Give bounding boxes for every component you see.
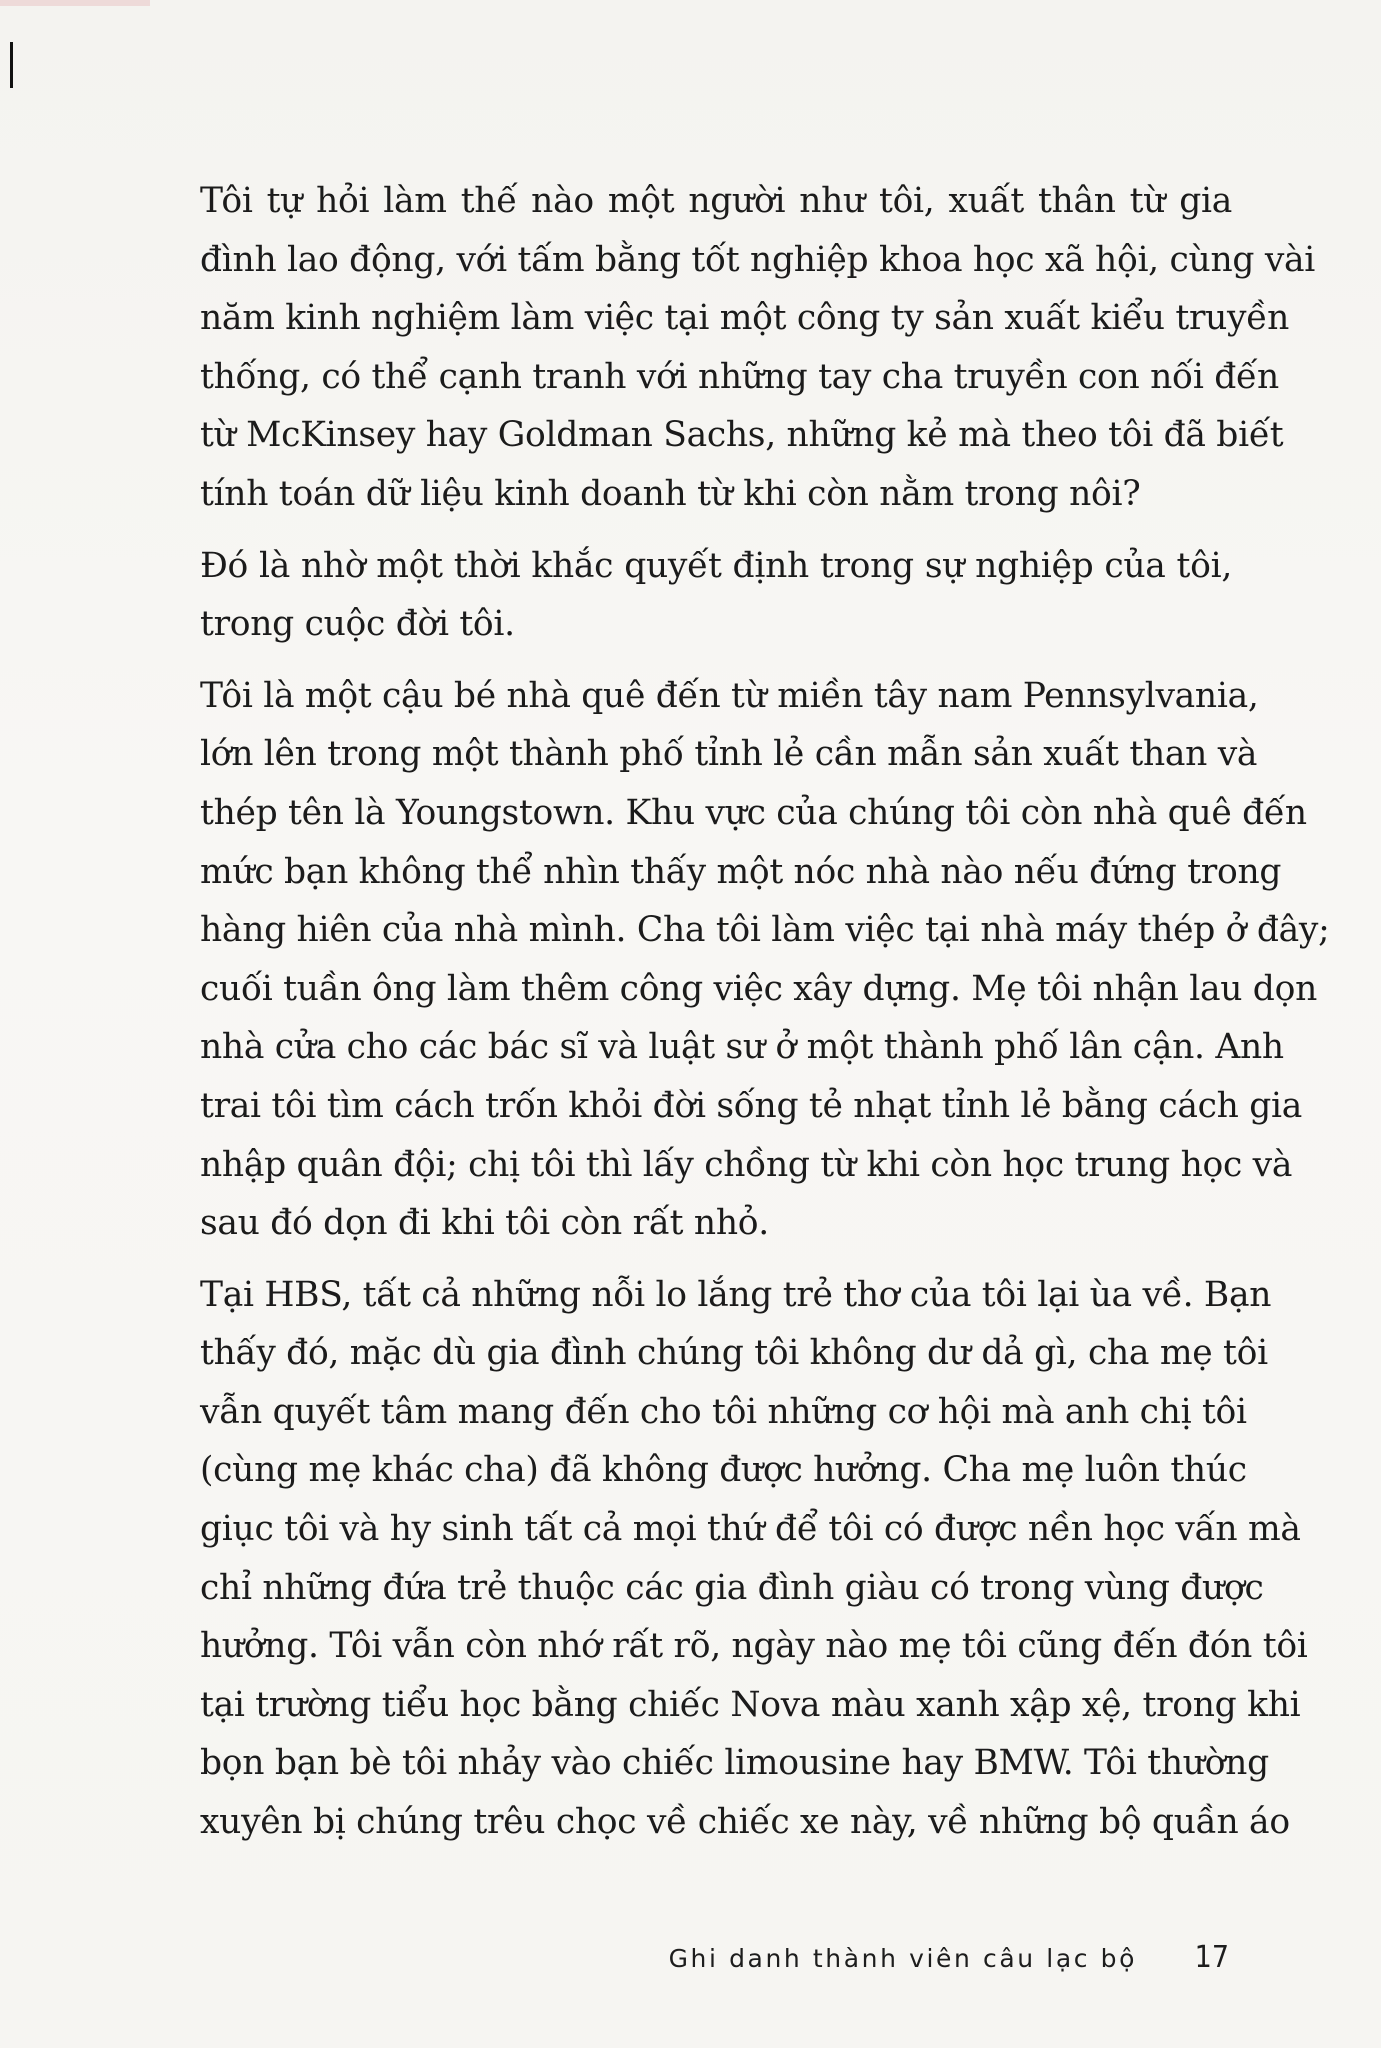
text-line: hưởng. Tôi vẫn còn nhớ rất rõ, ngày nào mẹ tôi cũng đến đón tôi <box>200 1626 1308 1667</box>
text-line: Tại HBS, tất cả những nỗi lo lắng trẻ thơ của tôi lại ùa về. Bạn <box>200 1274 1272 1315</box>
text-line: thép tên là Youngstown. Khu vực của chúng tôi còn nhà quê đến <box>200 792 1307 833</box>
text-line: đình lao động, với tấm bằng tốt nghiệp khoa học xã hội, cùng vài <box>200 239 1316 280</box>
text-line: tại trường tiểu học bằng chiếc Nova màu xanh xập xệ, trong khi <box>200 1684 1301 1725</box>
text-line: thống, có thể cạnh tranh với những tay cha truyền con nối đến <box>200 356 1279 397</box>
text-line: bọn bạn bè tôi nhảy vào chiếc limousine hay BMW. Tôi thường <box>200 1743 1269 1784</box>
text-line: vẫn quyết tâm mang đến cho tôi những cơ hội mà anh chị tôi <box>200 1391 1247 1432</box>
text-line: năm kinh nghiệm làm việc tại một công ty sản xuất kiểu truyền <box>200 298 1290 339</box>
text-line: sau đó dọn đi khi tôi còn rất nhỏ. <box>200 1203 769 1244</box>
text-line: hàng hiên của nhà mình. Cha tôi làm việc tại nhà máy thép ở đây; <box>200 910 1330 951</box>
text-line: xuyên bị chúng trêu chọc về chiếc xe này, về những bộ quần áo <box>200 1802 1290 1843</box>
text-line: (cùng mẹ khác cha) đã không được hưởng. Cha mẹ luôn thúc <box>200 1450 1247 1491</box>
text-line: Tôi là một cậu bé nhà quê đến từ miền tây nam Pennsylvania, <box>200 675 1259 716</box>
paragraph-4 <box>200 1266 1308 1852</box>
top-edge-smudge <box>0 0 150 6</box>
page-edge-mark <box>10 42 13 88</box>
paragraph-2 <box>200 537 1232 654</box>
text-line: Tôi tự hỏi làm thế nào một người như tôi, xuất thân từ gia <box>200 181 1232 221</box>
text-line: chỉ những đứa trẻ thuộc các gia đình giàu có trong vùng được <box>200 1567 1264 1608</box>
text-line: thấy đó, mặc dù gia đình chúng tôi không dư dả gì, cha mẹ tôi <box>200 1333 1268 1374</box>
text-line: giục tôi và hy sinh tất cả mọi thứ để tôi có được nền học vấn mà <box>200 1509 1301 1550</box>
text-line: trai tôi tìm cách trốn khỏi đời sống tẻ nhạt tỉnh lẻ bằng cách gia <box>200 1085 1303 1126</box>
paragraph-1 <box>200 172 1316 524</box>
text-line: mức bạn không thể nhìn thấy một nóc nhà nào nếu đứng trong <box>200 851 1282 892</box>
text-line: nhà cửa cho các bác sĩ và luật sư ở một thành phố lân cận. Anh <box>200 1027 1284 1068</box>
running-title: Ghi danh thành viên câu lạc bộ <box>668 1944 1137 1973</box>
text-line: từ McKinsey hay Goldman Sachs, những kẻ mà theo tôi đã biết <box>200 415 1284 456</box>
body-text <box>200 172 1330 1865</box>
text-line: nhập quân đội; chị tôi thì lấy chồng từ khi còn học trung học và <box>200 1144 1293 1185</box>
page-number: 17 <box>1194 1940 1229 1975</box>
text-line: lớn lên trong một thành phố tỉnh lẻ cần mẫn sản xuất than và <box>200 734 1258 775</box>
text-line: trong cuộc đời tôi. <box>200 604 515 645</box>
text-line: tính toán dữ liệu kinh doanh từ khi còn nằm trong nôi? <box>200 473 1141 514</box>
text-line: Đó là nhờ một thời khắc quyết định trong sự nghiệp của tôi, <box>200 545 1232 586</box>
text-line: cuối tuần ông làm thêm công việc xây dựng. Mẹ tôi nhận lau dọn <box>200 968 1317 1009</box>
page-footer <box>0 1940 1381 1990</box>
paragraph-3 <box>200 667 1330 1253</box>
